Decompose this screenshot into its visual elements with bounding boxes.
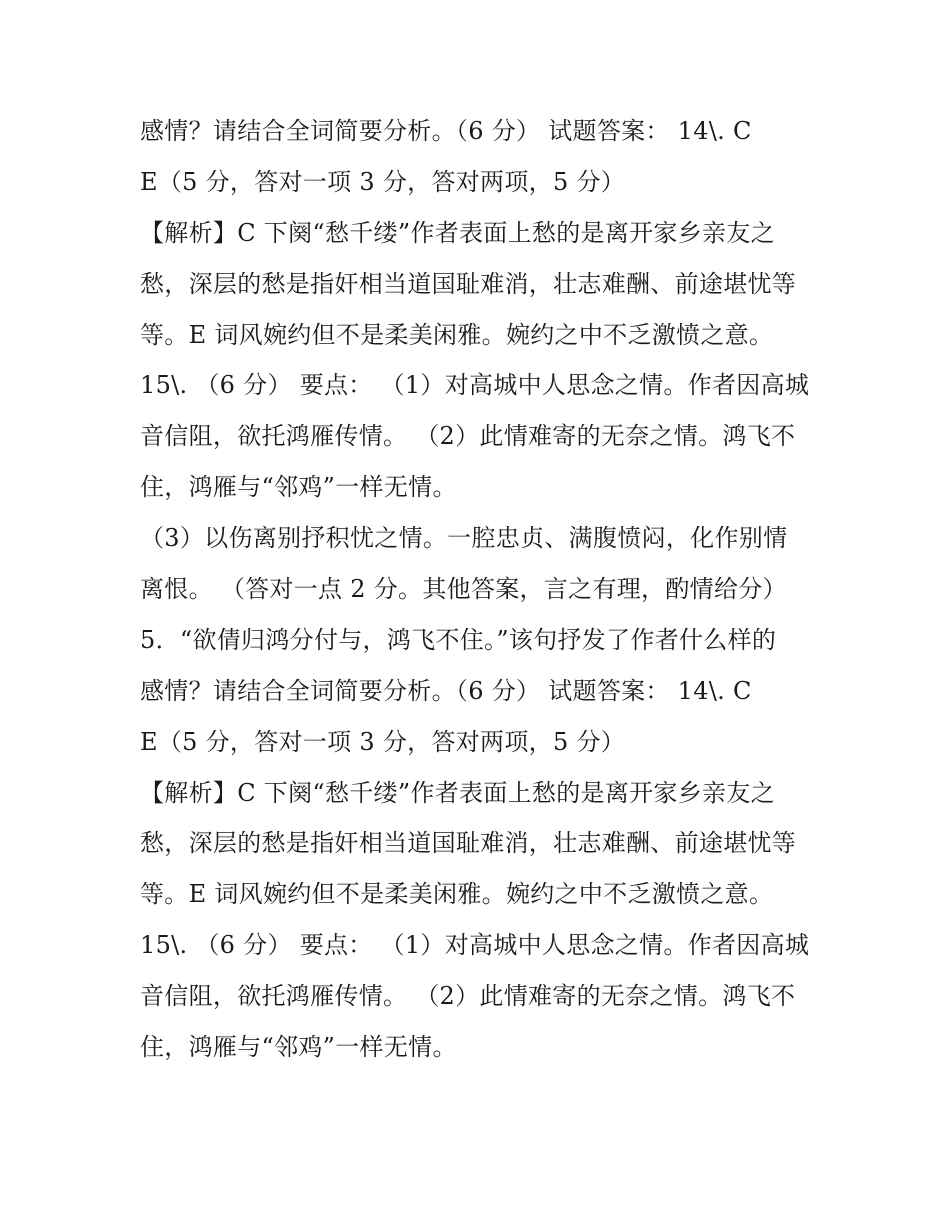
document-body (140, 109, 840, 1076)
text-line: 【解析】C 下阕“愁千缕”作者表面上愁的是离开家乡亲友之 (140, 778, 775, 807)
text-line: 离恨。 （答对一点 2 分。其他答案，言之有理，酌情给分） (140, 575, 787, 604)
text-line: 音信阻，欲托鸿雁传情。 （2）此情难寄的无奈之情。鸿飞不 (140, 422, 796, 451)
text-line: 感情？请结合全词简要分析。（6 分） 试题答案： 14\. C (140, 117, 752, 145)
text-line: 15\. （6 分） 要点： （1）对高城中人思念之情。作者因高城 (140, 371, 810, 400)
text-line: E（5 分，答对一项 3 分，答对两项，5 分） (140, 167, 626, 196)
text-line: 音信阻，欲托鸿雁传情。 （2）此情难寄的无奈之情。鸿飞不 (140, 982, 796, 1011)
text-line: 等。E 词风婉约但不是柔美闲雅。婉约之中不乏激愤之意。 (140, 880, 774, 909)
text-line: 愁，深层的愁是指奸相当道国耻难消，壮志难酬、前途堪忧等 (140, 269, 797, 298)
text-line: 15\. （6 分） 要点： （1）对高城中人思念之情。作者因高城 (140, 931, 810, 960)
text-line: 愁，深层的愁是指奸相当道国耻难消，壮志难酬、前途堪忧等 (140, 829, 797, 858)
text-line: 住，鸿雁与“邻鸡”一样无情。 (140, 1033, 457, 1062)
text-line: 感情？请结合全词简要分析。（6 分） 试题答案： 14\. C (140, 676, 752, 705)
text-line: 5．“欲倩归鸿分付与，鸿飞不住。”该句抒发了作者什么样的 (140, 625, 777, 654)
text-line: 住，鸿雁与“邻鸡”一样无情。 (140, 473, 457, 502)
text-line: （3）以伤离别抒积忧之情。一腔忠贞、满腹愤闷，化作别情 (140, 524, 788, 553)
text-line: 等。E 词风婉约但不是柔美闲雅。婉约之中不乏激愤之意。 (140, 320, 774, 349)
text-line: 【解析】C 下阕“愁千缕”作者表面上愁的是离开家乡亲友之 (140, 218, 775, 247)
text-line: E（5 分，答对一项 3 分，答对两项，5 分） (140, 727, 626, 756)
